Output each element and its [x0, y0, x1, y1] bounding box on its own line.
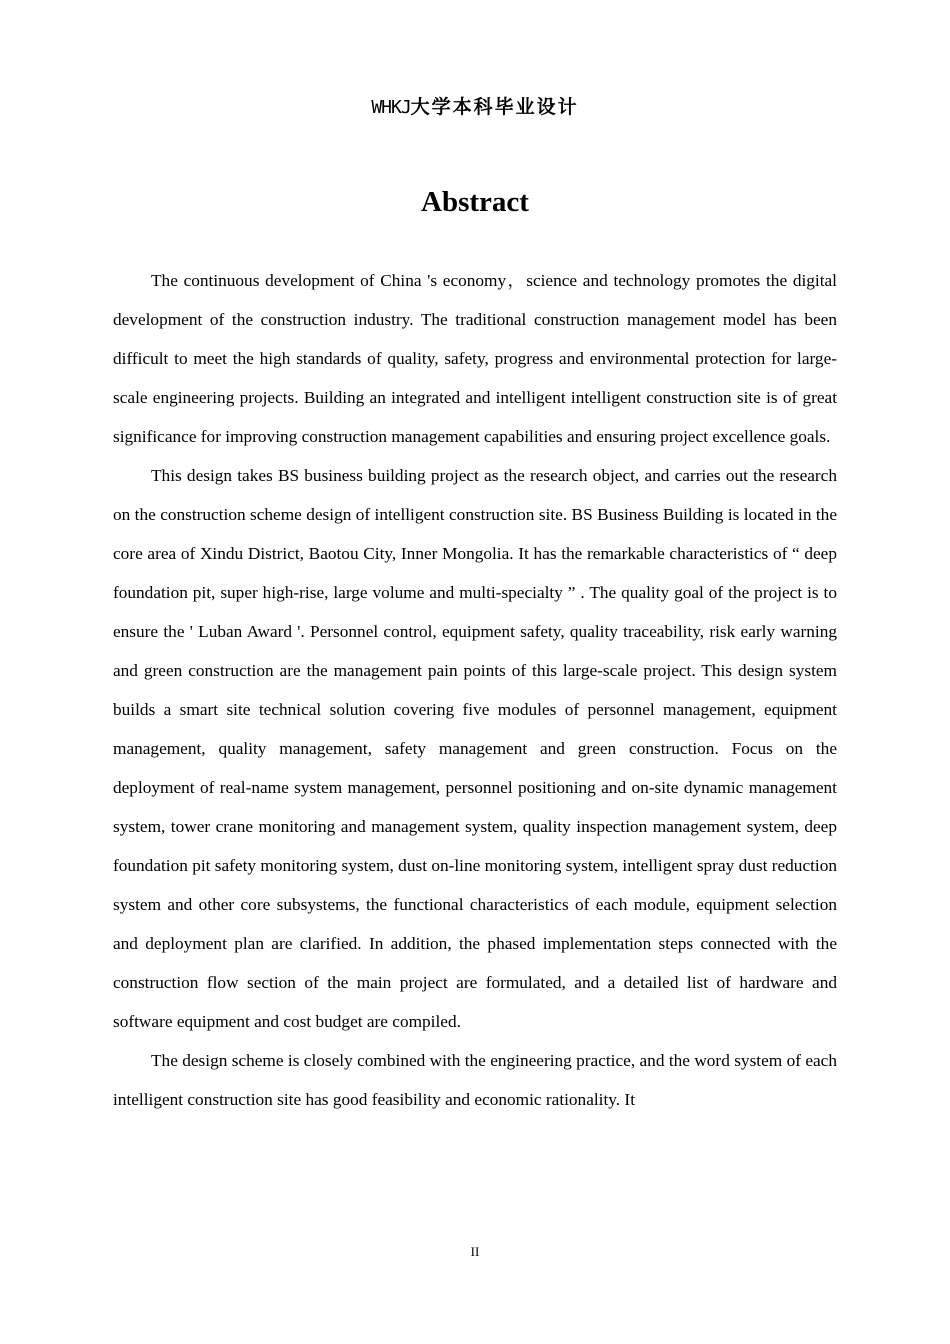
paragraph-1: The continuous development of China 's economy，science and technology promotes the digital development of the construction industry. The traditional construction management model has been difficult to meet the high standards of quality, safety, progress and environmental protection for large-scale engineering projects. Building an integrated and intelligent intelligent construction site is of great significance for improving construction management capabilities and ensuring project excellence goals.: [113, 271, 837, 446]
running-header-cjk: 大学本科毕业设计: [410, 96, 579, 118]
paragraph-2: This design takes BS business building project as the research object, and carries out the research on the construction scheme design of intelligent construction site. BS Business Building is located in the core area of Xindu District, Baotou City, Inner Mongolia. It has the remarkable characteristics of “ deep foundation pit, super high-rise, large volume and multi-specialty ” . The quality goal of the project is to ensure the ' Luban Award '. Personnel control, equipment safety, quality traceability, risk early warning and green construction are the management pain points of this large-scale project. This design system builds a smart site technical solution covering five modules of personnel management, equipment management, quality management, safety management and green construction. Focus on the deployment of real-name system management, personnel positioning and on-site dynamic management system, tower crane monitoring and management system, quality inspection management system, deep foundation pit safety monitoring system, dust on-line monitoring system, intelligent spray dust reduction system and other core subsystems, the functional characteristics of each module, equipment selection and deployment plan are clarified. In addition, the phased implementation steps connected with the construction flow section of the main project are formulated, and a detailed list of hardware and software equipment and cost budget are compiled.: [113, 466, 837, 1031]
running-header: [0, 94, 950, 121]
paragraph-3: The design scheme is closely combined with the engineering practice, and the word system of each intelligent construction site has good feasibility and economic rationality. It: [113, 1051, 837, 1109]
page-number: II: [470, 1244, 480, 1259]
page-title: Abstract: [421, 186, 529, 218]
abstract-body: [113, 261, 837, 1119]
running-header-latin: WHKJ: [371, 97, 411, 118]
